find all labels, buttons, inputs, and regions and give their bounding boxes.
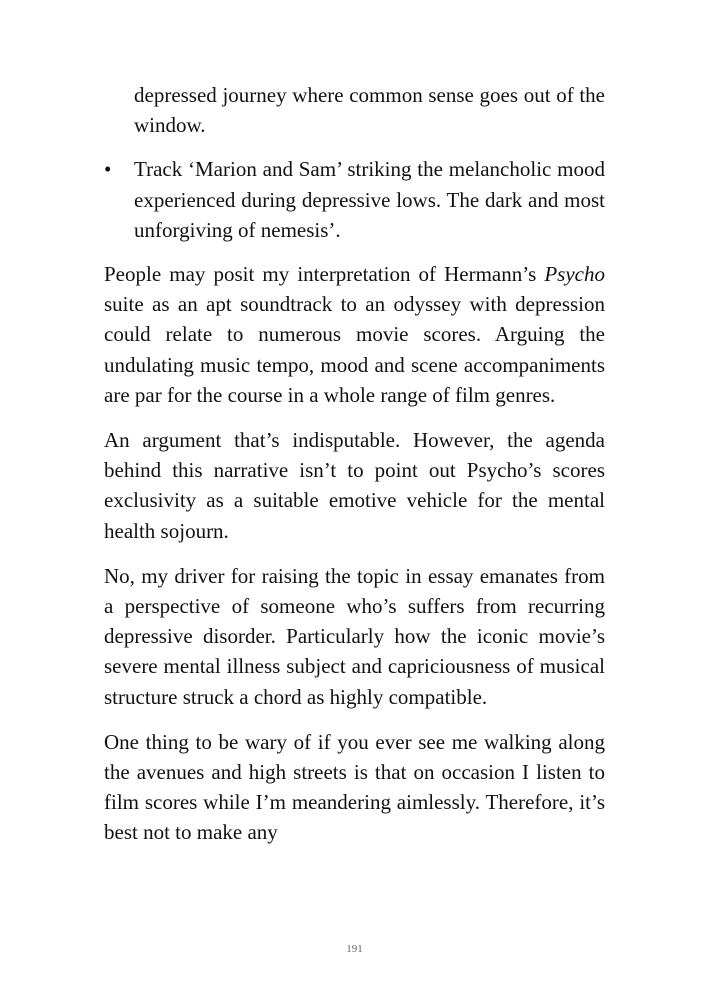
continued-list-item-text: depressed journey where common sense goes out of the window. (134, 83, 605, 138)
list-item (104, 154, 605, 245)
paragraph-1-italic-title: Psycho (544, 262, 605, 287)
paragraph-1 (104, 259, 605, 410)
paragraph-1-after: suite as an apt soundtrack to an odyssey with depression could relate to numerous movie scores. Arguing the undulating music tempo, mood and scene accompaniments are par for the course in a whole range of film genres. (104, 292, 605, 407)
list-item-text: Track ‘Marion and Sam’ striking the melancholic mood experienced during depressive lows. The dark and most unforgiving of nemesis’. (134, 157, 605, 242)
page-number: 191 (346, 943, 363, 955)
paragraph-3: No, my driver for raising the topic in essay emanates from a perspective of someone who’s suffers from recurring depressive disorder. Particularly how the iconic movie’s severe mental illness subject and capriciousness of musical structure struck a chord as highly compatible. (104, 563, 605, 709)
page-body (104, 80, 605, 863)
paragraph-1-before: People may posit my interpretation of Hermann’s (104, 262, 545, 287)
paragraph-2: An argument that’s indisputable. However, the agenda behind this narrative isn’t to point out Psycho’s scores exclusivity as a suitable emotive vehicle for the mental health sojourn. (104, 428, 605, 543)
paragraph-4: One thing to be wary of if you ever see me walking along the avenues and high streets is that on occasion I listen to film scores while I’m meandering aimlessly. Therefore, it’s best not to make any (104, 729, 605, 845)
bullet-marker: • (104, 157, 112, 182)
continued-list-item (104, 80, 605, 140)
